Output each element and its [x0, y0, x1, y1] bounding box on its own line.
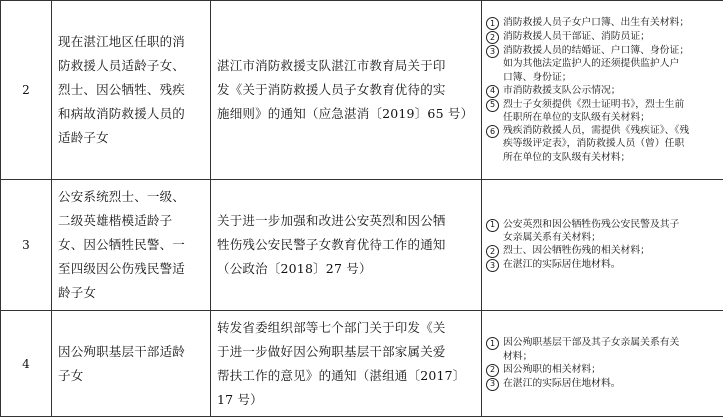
policy-basis-cell: [211, 180, 482, 311]
policy-basis-text: [211, 209, 481, 281]
policy-basis-text: [211, 316, 481, 412]
policy-basis-line: 湛江市消防救援支队湛江市教育局关于印: [217, 58, 446, 73]
materials-list: [482, 334, 723, 392]
row-number: 3: [22, 238, 30, 252]
list-item: [486, 16, 721, 30]
circled-number-icon: 4: [486, 85, 499, 98]
row-number-cell: [1, 1, 52, 180]
materials-list: [482, 14, 723, 166]
material-text: [503, 377, 721, 390]
list-item: [486, 336, 721, 362]
material-text: [503, 218, 721, 244]
target-group-line: 子女: [58, 367, 84, 383]
material-line: 女亲属关系有关材料；: [503, 232, 601, 243]
circled-number-icon: 5: [486, 99, 499, 112]
row-number: 2: [22, 83, 30, 97]
required-materials-cell: [482, 1, 723, 180]
material-text: [503, 336, 721, 362]
list-item: [486, 377, 721, 391]
policy-basis-line: 于进一步做好因公殉职基层干部家属关爱: [217, 343, 446, 359]
circled-number-icon: 1: [486, 17, 499, 30]
target-group-line: 公安系统烈士、一级、: [58, 189, 186, 204]
material-text: [503, 363, 721, 376]
row-number: 4: [22, 356, 30, 371]
material-line: 材料；: [503, 350, 533, 362]
policy-table-body: [1, 1, 723, 417]
material-text: [503, 258, 721, 271]
material-line: 因公殉职的相关材料；: [503, 363, 601, 375]
policy-basis-text: [211, 54, 481, 126]
material-line: 公安英烈和因公牺牲伤残公安民警及其子: [503, 218, 680, 230]
list-item: [486, 258, 721, 272]
material-text: [503, 44, 721, 84]
material-line: 烈士、因公牺牲伤残的相关材料；: [503, 245, 650, 257]
policy-basis-line: 发《关于消防救援人员子女教育优待的实: [217, 82, 446, 97]
circled-number-icon: 1: [486, 337, 499, 350]
target-group-line: 现在湛江地区任职的消: [58, 34, 186, 49]
material-line: 残疾消防救援人员，需提供《残疾证》、《残: [503, 125, 690, 137]
material-text: [503, 30, 721, 43]
target-group-cell: [52, 180, 211, 311]
material-line: 在湛江的实际居住地材料。: [503, 259, 621, 271]
material-line: 口簿、身份证；: [503, 71, 572, 83]
materials-list: [482, 216, 723, 274]
target-group-cell: [52, 1, 211, 180]
list-item: [486, 84, 721, 98]
policy-basis-line: 施细则》的通知（应急湛消〔2019〕65 号）: [217, 106, 474, 121]
circled-number-icon: 2: [486, 31, 499, 44]
row-number-cell: [1, 180, 52, 311]
material-text: [503, 244, 721, 257]
material-text: [503, 98, 721, 124]
circled-number-icon: 2: [486, 245, 499, 258]
target-group-line: 女、因公牺牲民警、一: [58, 237, 186, 252]
target-group-line: 防救援人员适龄子女、: [58, 58, 186, 73]
row-number-cell: [1, 311, 52, 417]
material-line: 消防救援人员子女户口簿、出生有关材料；: [503, 17, 690, 29]
list-item: [486, 244, 721, 258]
material-line: 疾等级评定表》，消防救援人员（曾）任职: [503, 138, 685, 150]
material-line: 消防救援人员的结婚证、户口簿、身份证；: [503, 45, 690, 57]
circled-number-icon: 6: [486, 125, 499, 138]
required-materials-cell: [482, 180, 723, 311]
list-item: [486, 124, 721, 164]
target-group-line: 龄子女: [58, 285, 97, 300]
material-line: 在湛江的实际居住地材料。: [503, 377, 621, 389]
circled-number-icon: 3: [486, 378, 499, 391]
material-line: 因公殉职基层干部及其子女亲属关系有关: [503, 337, 680, 349]
list-item: [486, 98, 721, 124]
policy-basis-line: 关于进一步加强和改进公安英烈和因公牺: [217, 213, 446, 228]
policy-basis-cell: [211, 1, 482, 180]
circled-number-icon: 3: [486, 45, 499, 58]
target-group-text: [52, 340, 210, 388]
target-group-line: 烈士、因公牺牲、残疾: [58, 82, 186, 97]
circled-number-icon: 2: [486, 364, 499, 377]
table-row: [1, 180, 723, 311]
policy-basis-line: （公政治〔2018〕27 号）: [217, 261, 372, 276]
material-line: 市消防救援支队公示情况；: [503, 84, 621, 96]
policy-basis-line: 17 号）: [217, 391, 263, 407]
list-item: [486, 218, 721, 244]
target-group-line: 和病故消防救援人员的: [58, 106, 186, 121]
target-group-text: [52, 185, 210, 305]
required-materials-cell: [482, 311, 723, 417]
target-group-line: 二级英雄楷模适龄子: [58, 213, 173, 228]
policy-basis-line: 牲伤残公安民警子女教育优待工作的通知: [217, 237, 446, 252]
target-group-text: [52, 30, 210, 150]
target-group-cell: [52, 311, 211, 417]
target-group-line: 至四级因公伤残民警适: [58, 261, 186, 276]
target-group-line: 适龄子女: [58, 130, 109, 145]
policy-basis-cell: [211, 311, 482, 417]
policy-basis-line: 转发省委组织部等七个部门关于印发《关: [217, 319, 446, 335]
table-row: [1, 1, 723, 180]
table-row: [1, 311, 723, 417]
circled-number-icon: 1: [486, 219, 499, 232]
material-line: 所在单位的支队级有关材料；: [503, 151, 631, 163]
list-item: [486, 363, 721, 377]
target-group-line: 因公殉职基层干部适龄: [58, 343, 186, 359]
material-text: [503, 84, 721, 97]
material-line: 如为其他法定监护人的还须提供监护人户: [503, 58, 680, 70]
circled-number-icon: 3: [486, 259, 499, 272]
material-text: [503, 124, 721, 164]
list-item: [486, 30, 721, 44]
list-item: [486, 44, 721, 84]
material-text: [503, 16, 721, 29]
material-line: 烈士子女须提供《烈士证明书》，烈士生前: [503, 98, 685, 110]
policy-basis-line: 帮扶工作的意见》的通知（湛组通〔2017〕: [217, 367, 466, 383]
material-line: 任职所在单位的支队级有关材料；: [503, 112, 650, 123]
material-line: 消防救援人员干部证、消防员证；: [503, 31, 650, 43]
